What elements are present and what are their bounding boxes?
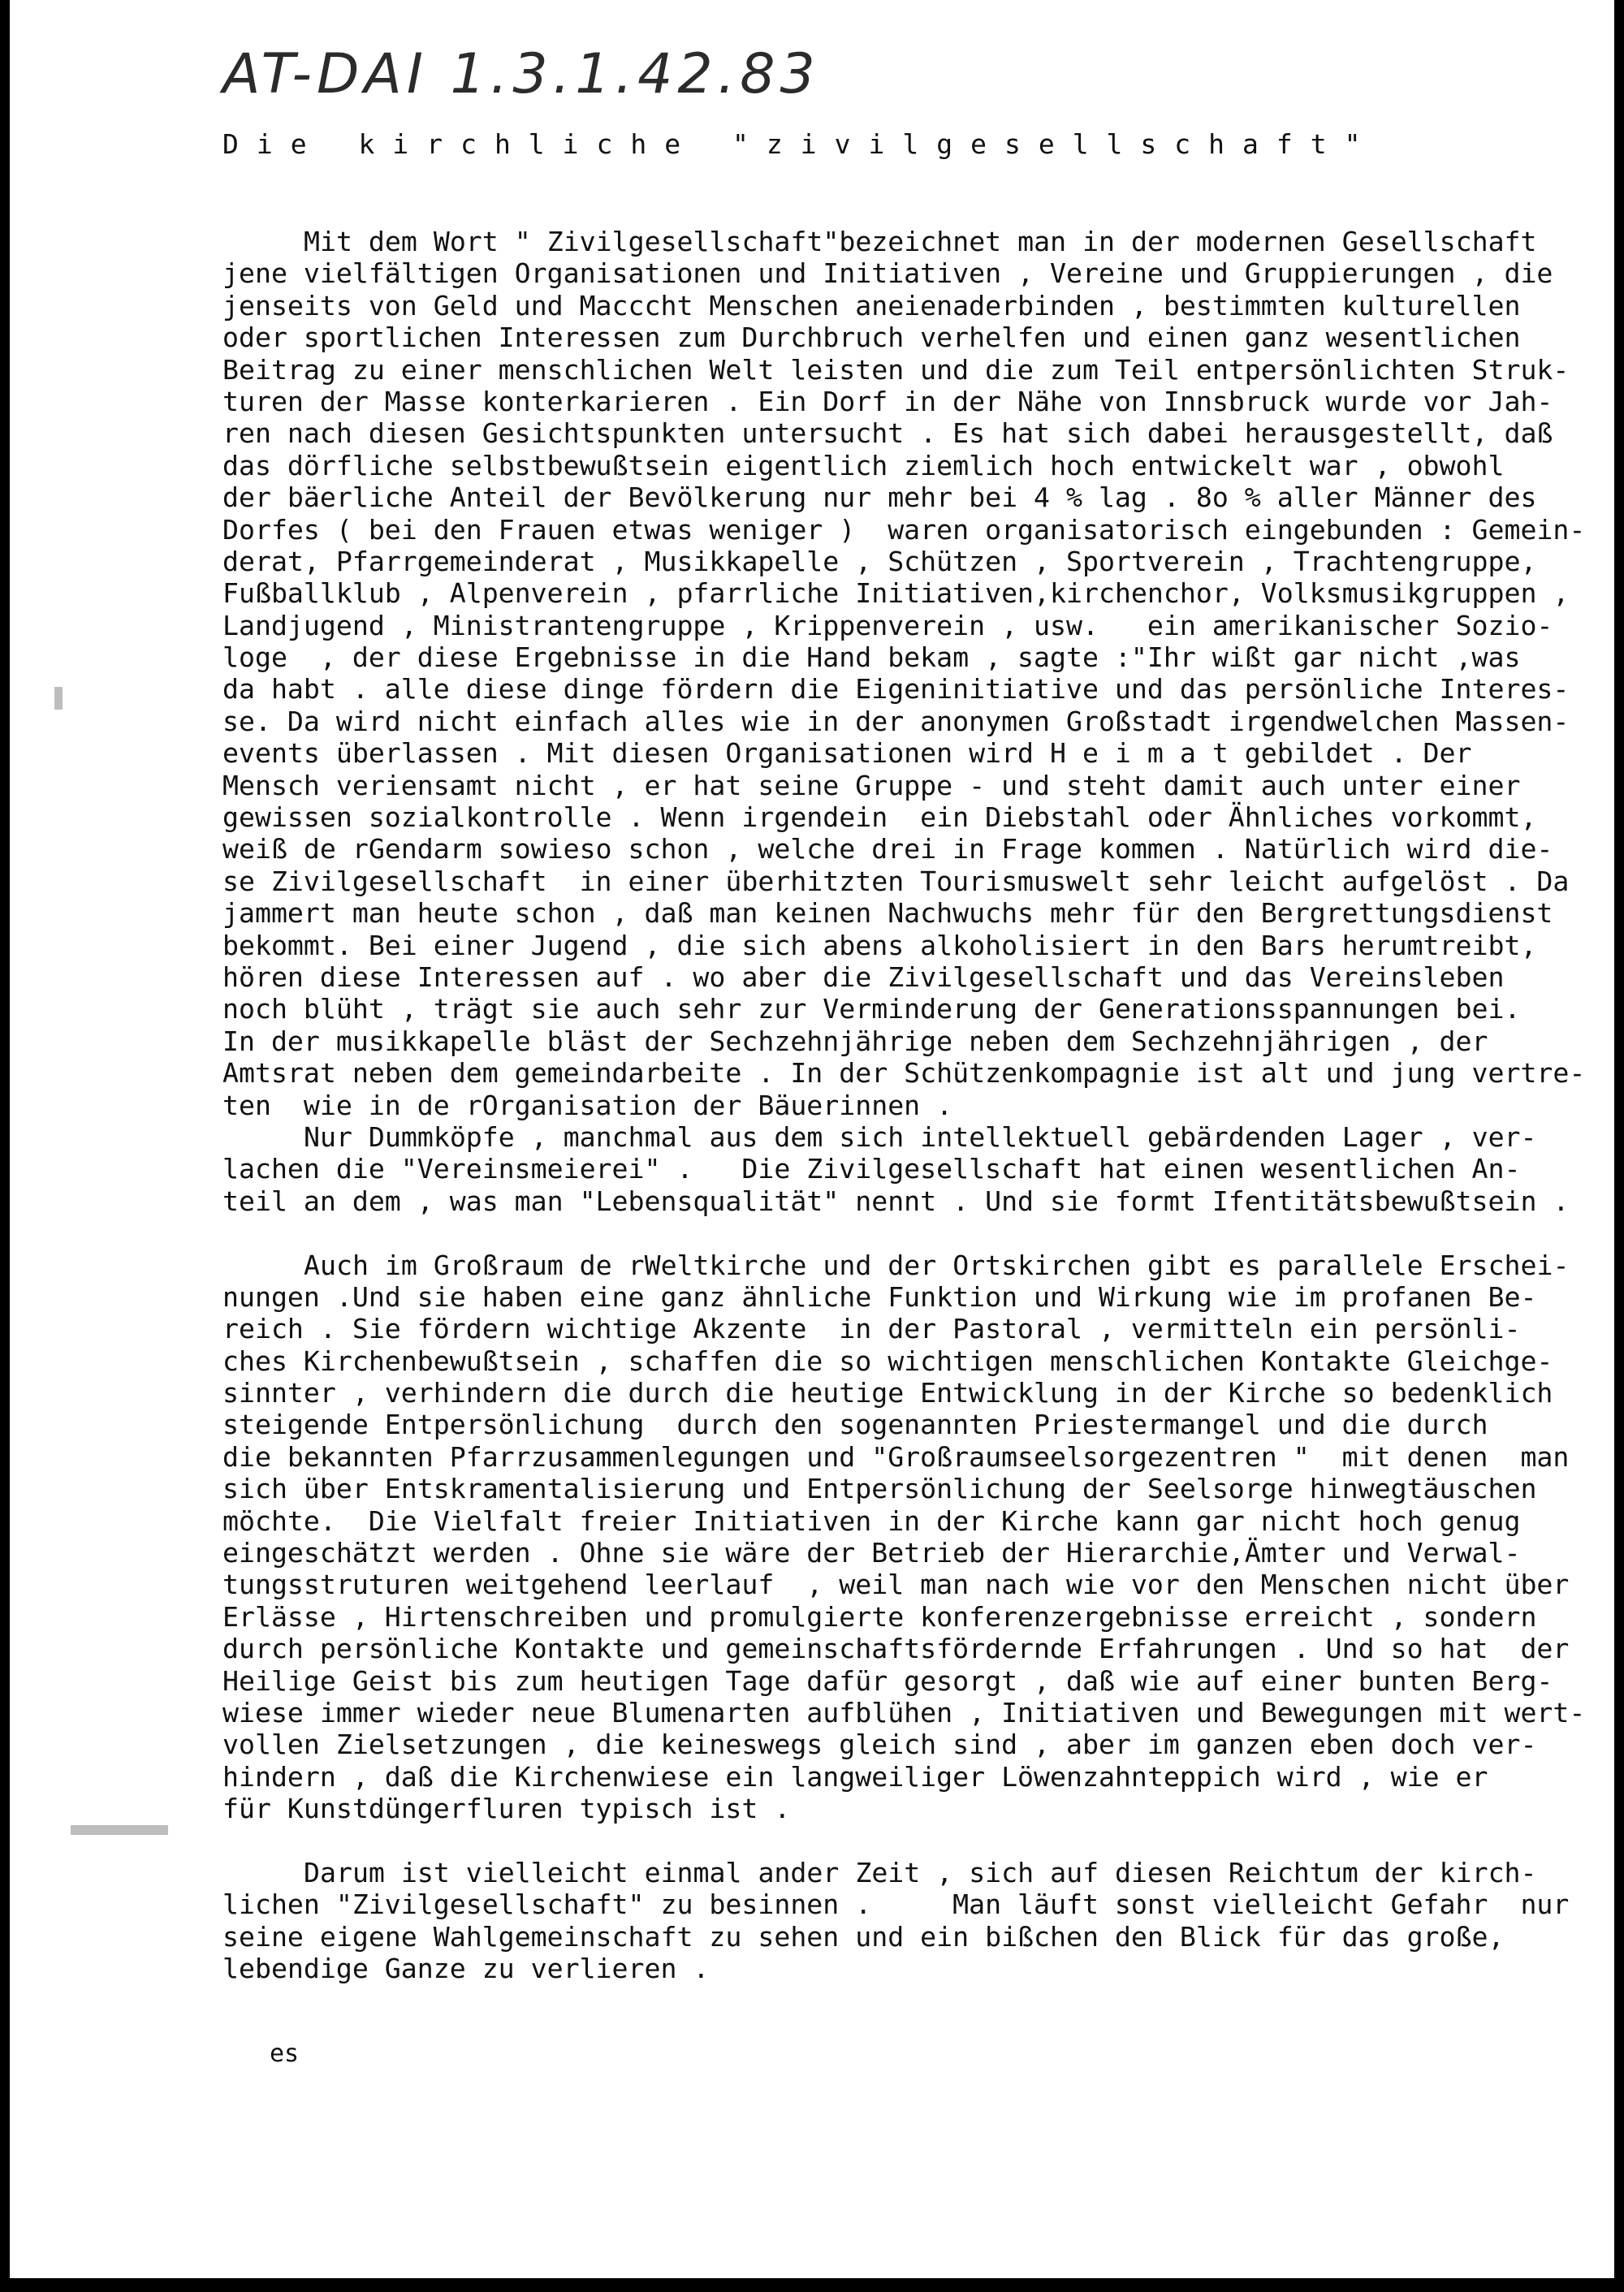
- text-line: ches Kirchenbewußtsein , schaffen die so wichtigen menschlichen Kontakte Gleichge-: [222, 1345, 1553, 1377]
- text-line: seine eigene Wahlgemeinschaft zu sehen und ein bißchen den Blick für das große,: [222, 1920, 1505, 1953]
- paragraph-3: [222, 1250, 1624, 1825]
- text-line: für Kunstdüngerfluren typisch ist .: [222, 1793, 791, 1825]
- text-line: Amtsrat neben dem gemeindarbeite . In der Schützenkompagnie ist alt und jung vertre-: [222, 1057, 1586, 1090]
- paragraph-2: [222, 1121, 1624, 1217]
- scan-speck: [71, 1825, 168, 1835]
- text-line: bekommt. Bei einer Jugend , die sich abens alkoholisiert in den Bars herumtreibt,: [222, 929, 1537, 961]
- document-page: [10, 0, 1614, 2278]
- text-line: turen der Masse konterkarieren . Ein Dorf in der Nähe von Innsbruck wurde vor Jah-: [222, 385, 1553, 417]
- text-line: Auch im Großraum de rWeltkirche und der Ortskirchen gibt es parallele Erschei-: [304, 1249, 1570, 1281]
- text-line: Beitrag zu einer menschlichen Welt leisten und die zum Teil entpersönlichten Struk-: [222, 353, 1570, 386]
- text-line: weiß de rGendarm sowieso schon , welche drei in Frage kommen . Natürlich wird die-: [222, 833, 1553, 865]
- text-line: vollen Zielsetzungen , die keineswegs gleich sind , aber im ganzen eben doch ver-: [222, 1729, 1537, 1761]
- text-line: events überlassen . Mit diesen Organisationen wird H e i m a t gebildet . Der: [222, 737, 1472, 770]
- text-line: die bekannten Pfarrzusammenlegungen und "Großraumseelsorgezentren " mit denen man: [222, 1440, 1570, 1473]
- text-line: sinnter , verhindern die durch die heutige Entwicklung in der Kirche so bedenklich: [222, 1377, 1553, 1409]
- text-line: se. Da wird nicht einfach alles wie in der anonymen Großstadt irgendwelchen Massen-: [222, 705, 1570, 737]
- text-line: Mensch veriensamt nicht , er hat seine Gruppe - und steht damit auch unter einer: [222, 769, 1521, 801]
- text-line: wiese immer wieder neue Blumenarten aufblühen , Initiativen und Bewegungen mit wert-: [222, 1696, 1586, 1729]
- text-line: Fußballklub , Alpenverein , pfarrliche Initiativen,kirchenchor, Volksmusikgruppen ,: [222, 577, 1570, 610]
- text-line: Darum ist vielleicht einmal ander Zeit , sich auf diesen Reichtum der kirch-: [304, 1856, 1537, 1888]
- text-line: hindern , daß die Kirchenwiese ein langweiliger Löwenzahnteppich wird , wie er: [222, 1760, 1488, 1793]
- text-line: sich über Entskramentalisierung und Entpersönlichung der Seelsorge hinwegtäuschen: [222, 1473, 1537, 1505]
- text-line: möchte. Die Vielfalt freier Initiativen in der Kirche kann gar nicht hoch genug: [222, 1504, 1521, 1537]
- text-line: teil an dem , was man "Lebensqualität" nennt . Und sie formt Ifentitätsbewußtsein .: [222, 1185, 1570, 1217]
- paragraph-gap: [222, 1825, 1624, 1857]
- text-line: Landjugend , Ministrantengruppe , Krippenverein , usw. ein amerikanischer Sozio-: [222, 609, 1553, 641]
- text-line: Heilige Geist bis zum heutigen Tage dafür gesorgt , daß wie auf einer bunten Berg-: [222, 1664, 1553, 1697]
- text-line: Erlässe , Hirtenschreiben und promulgierte konferenzergebnisse erreicht , sondern: [222, 1600, 1537, 1633]
- text-line: lebendige Ganze zu verlieren .: [222, 1953, 710, 1985]
- text-line: das dörfliche selbstbewußtsein eigentlich ziemlich hoch entwickelt war , obwohl: [222, 449, 1505, 481]
- text-line: lichen "Zivilgesellschaft" zu besinnen . Man läuft sonst vielleicht Gefahr nur: [222, 1888, 1570, 1921]
- text-line: ren nach diesen Gesichtspunkten untersucht . Es hat sich dabei herausgestellt, daß: [222, 417, 1553, 450]
- text-line: jene vielfältigen Organisationen und Initiativen , Vereine und Gruppierungen , die: [222, 257, 1553, 290]
- text-line: se Zivilgesellschaft in einer überhitzten Tourismuswelt sehr leicht aufgelöst . Da: [222, 865, 1570, 897]
- text-line: Dorfes ( bei den Frauen etwas weniger ) waren organisatorisch eingebunden : Gemein-: [222, 513, 1586, 546]
- text-line: steigende Entpersönlichung durch den sogenannten Priestermangel und die durch: [222, 1409, 1488, 1441]
- text-line: Mit dem Wort " Zivilgesellschaft"bezeichnet man in der modernen Gesellschaft: [304, 226, 1537, 257]
- text-line: jenseits von Geld und Macccht Menschen aneienaderbinden , bestimmten kulturellen: [222, 289, 1521, 322]
- text-line: jammert man heute schon , daß man keinen Nachwuchs mehr für den Bergrettungsdienst: [222, 897, 1553, 930]
- text-line: Nur Dummköpfe , manchmal aus dem sich intellektuell gebärdenden Lager , ver-: [304, 1120, 1537, 1153]
- text-line: derat, Pfarrgemeinderat , Musikkapelle , Schützen , Sportverein , Trachtengruppe,: [222, 545, 1537, 577]
- text-line: tungsstruturen weitgehend leerlauf , weil man nach wie vor den Menschen nicht über: [222, 1569, 1570, 1601]
- text-line: noch blüht , trägt sie auch sehr zur Verminderung der Generationsspannungen bei.: [222, 993, 1521, 1025]
- document-title: Die kirchliche "zivilgesellschaft": [222, 128, 1379, 160]
- text-line: durch persönliche Kontakte und gemeinschaftsfördernde Erfahrungen . Und so hat der: [222, 1633, 1570, 1665]
- paragraph-1: [222, 226, 1624, 1121]
- text-line: eingeschätzt werden . Ohne sie wäre der Betrieb der Hierarchie,Ämter und Verwal-: [222, 1537, 1521, 1569]
- paragraph-gap: [222, 1217, 1624, 1249]
- text-line: da habt . alle diese dinge fördern die Eigeninitiative und das persönliche Interes-: [222, 673, 1570, 706]
- text-line: der bäerliche Anteil der Bevölkerung nur mehr bei 4 % lag . 8o % aller Männer des: [222, 481, 1537, 514]
- text-line: oder sportlichen Interessen zum Durchbruch verhelfen und einen ganz wesentlichen: [222, 322, 1521, 354]
- text-line: gewissen sozialkontrolle . Wenn irgendein ein Diebstahl oder Ähnliches vorkommt,: [222, 801, 1537, 834]
- scan-speck: [54, 687, 63, 710]
- text-line: reich . Sie fördern wichtige Akzente in der Pastoral , vermitteln ein persönli-: [222, 1313, 1521, 1345]
- body-text: [222, 226, 1624, 1984]
- text-line: hören diese Interessen auf . wo aber die Zivilgesellschaft und das Vereinsleben: [222, 960, 1505, 993]
- text-line: ten wie in de rOrganisation der Bäuerinnen .: [222, 1089, 953, 1121]
- handwritten-insertion: es: [270, 2039, 300, 2068]
- text-line: In der musikkapelle bläst der Sechzehnjährige neben dem Sechzehnjährigen , der: [222, 1025, 1488, 1057]
- text-line: lachen die "Vereinsmeierei" . Die Zivilgesellschaft hat einen wesentlichen An-: [222, 1153, 1521, 1185]
- archive-reference: AT-DAI 1.3.1.42.83: [222, 42, 820, 106]
- text-line: nungen .Und sie haben eine ganz ähnliche Funktion und Wirkung wie im profanen Be-: [222, 1280, 1537, 1313]
- text-line: loge , der diese Ergebnisse in die Hand bekam , sagte :"Ihr wißt gar nicht ,was: [222, 641, 1521, 674]
- paragraph-4: [222, 1857, 1624, 1985]
